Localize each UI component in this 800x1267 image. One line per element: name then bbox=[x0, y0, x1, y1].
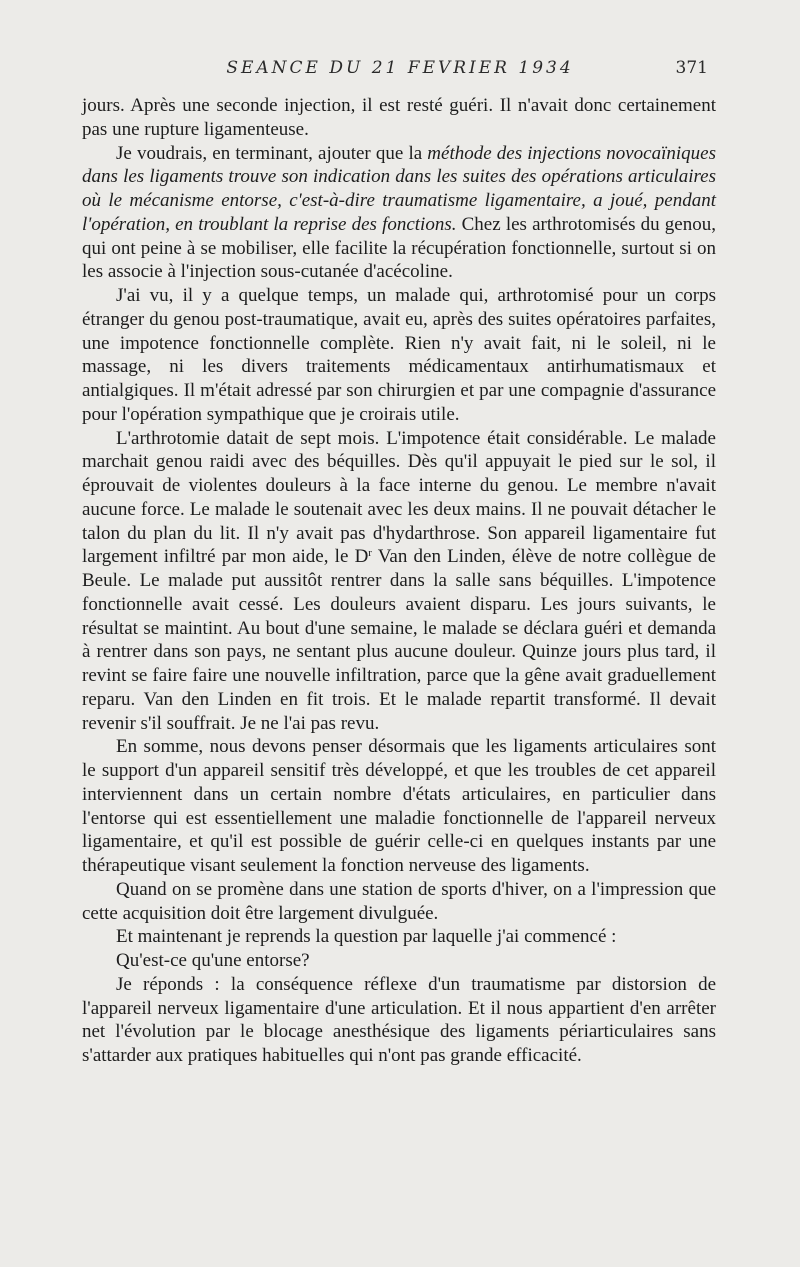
paragraph-arthrotomy-part2: Van den Linden, élève de notre collègue de Beule. Le malade put aussitôt rentrer dans la salle sans béquilles. L'impotence fonctionnelle avait cessé. Les douleurs avaient disparu. Les jours suivants, le résultat se maintint. Au bout d'une semaine, le malade se déclara guéri et demanda à rentrer dans son pays, ne sentant plus aucune douleur. Quinze jours plus tard, il revint se faire faire une nouvelle infiltration, parce que la gêne avait graduellement reparu. Van den Linden en fit trois. Et le malade repartit transformé. Il devait revenir s'il souffrait. Je ne l'ai pas revu. bbox=[82, 546, 716, 734]
paragraph-continuation: jours. Après une seconde injection, il est resté guéri. Il n'avait donc certainement pas une rupture ligamenteuse. bbox=[82, 95, 716, 140]
body-text bbox=[82, 94, 716, 1068]
paragraph-question-intro: Et maintenant je reprends la question par laquelle j'ai commencé : bbox=[116, 926, 617, 948]
paragraph-winter-sports: Quand on se promène dans une station de sports d'hiver, on a l'impression que cette acquisition doit être largement divulguée. bbox=[82, 878, 716, 924]
running-title: SEANCE DU 21 FEVRIER 1934 bbox=[226, 58, 574, 78]
page-number: 371 bbox=[675, 58, 708, 78]
paragraph-method-intro: Je voudrais, en terminant, ajouter que la bbox=[116, 142, 428, 164]
paragraph-method bbox=[82, 142, 716, 285]
paragraph-arthrotomy-part1: L'arthrotomie datait de sept mois. L'impotence était considérable. Le malade marchait genou raidi avec des béquilles. Dès qu'il appuyait le pied sur le sol, il éprouvait de violentes douleurs à la face interne du genou. Le membre n'avait aucune force. Le malade le soutenait avec les deux mains. Il ne pouvait détacher le talon du plan du lit. Il n'y avait pas d'hydarthrose. Son appareil ligamentaire fut largement infiltré par mon aide, le D bbox=[82, 427, 716, 568]
doctor-superscript: r bbox=[368, 547, 372, 560]
paragraph-arthrotomy bbox=[82, 427, 716, 736]
paragraph-summary: En somme, nous devons penser désormais que les ligaments articulaires sont le support d'un appareil sensitif très développé, et que les troubles de cet appareil interviennent dans un certain nombre d'états articulaires, en particulier dans l'entorse qui est essentiellement une maladie fonctionnelle de l'appareil nerveux ligamentaire, et qu'il est possible de guérir celle-ci en quelques instants par une thérapeutique visant seulement la fonction nerveuse des ligaments. bbox=[82, 736, 716, 876]
paragraph-question: Qu'est-ce qu'une entorse? bbox=[116, 950, 310, 971]
paragraph-method-rest: Chez les arthrotomisés du genou, qui ont peine à se mobiliser, elle facilite la récupération fonctionnelle, surtout si on les associe à l'injection sous-cutanée d'acécoline. bbox=[82, 213, 716, 283]
running-header bbox=[0, 58, 800, 82]
paragraph-method-italic: méthode des injections novocaïniques dans les ligaments trouve son indication dans les suites des opérations articulaires où le mécanisme entorse, c'est-à-dire traumatisme ligamentaire, a joué, pendant l'opération, en troublant la reprise des fonctions. bbox=[82, 142, 716, 235]
paragraph-answer: Je réponds : la conséquence réflexe d'un traumatisme par distorsion de l'appareil nerveux ligamentaire d'une articulation. Et il nous appartient d'en arrêter net l'évolution par le blocage anesthésique des ligaments périarticulaires sans s'attarder aux pratiques habituelles qui n'ont pas grande efficacité. bbox=[82, 973, 716, 1066]
paragraph-case: J'ai vu, il y a quelque temps, un malade qui, arthrotomisé pour un corps étranger du genou post-traumatique, avait eu, après des suites opératoires parfaites, une impotence fonctionnelle complète. Rien n'y avait fait, ni le soleil, ni le massage, ni les divers traitements médicamentaux antirhumatismaux et antialgiques. Il m'était adressé par son chirurgien et par une compagnie d'assurance pour l'opération sympathique que je croirais utile. bbox=[82, 285, 716, 425]
